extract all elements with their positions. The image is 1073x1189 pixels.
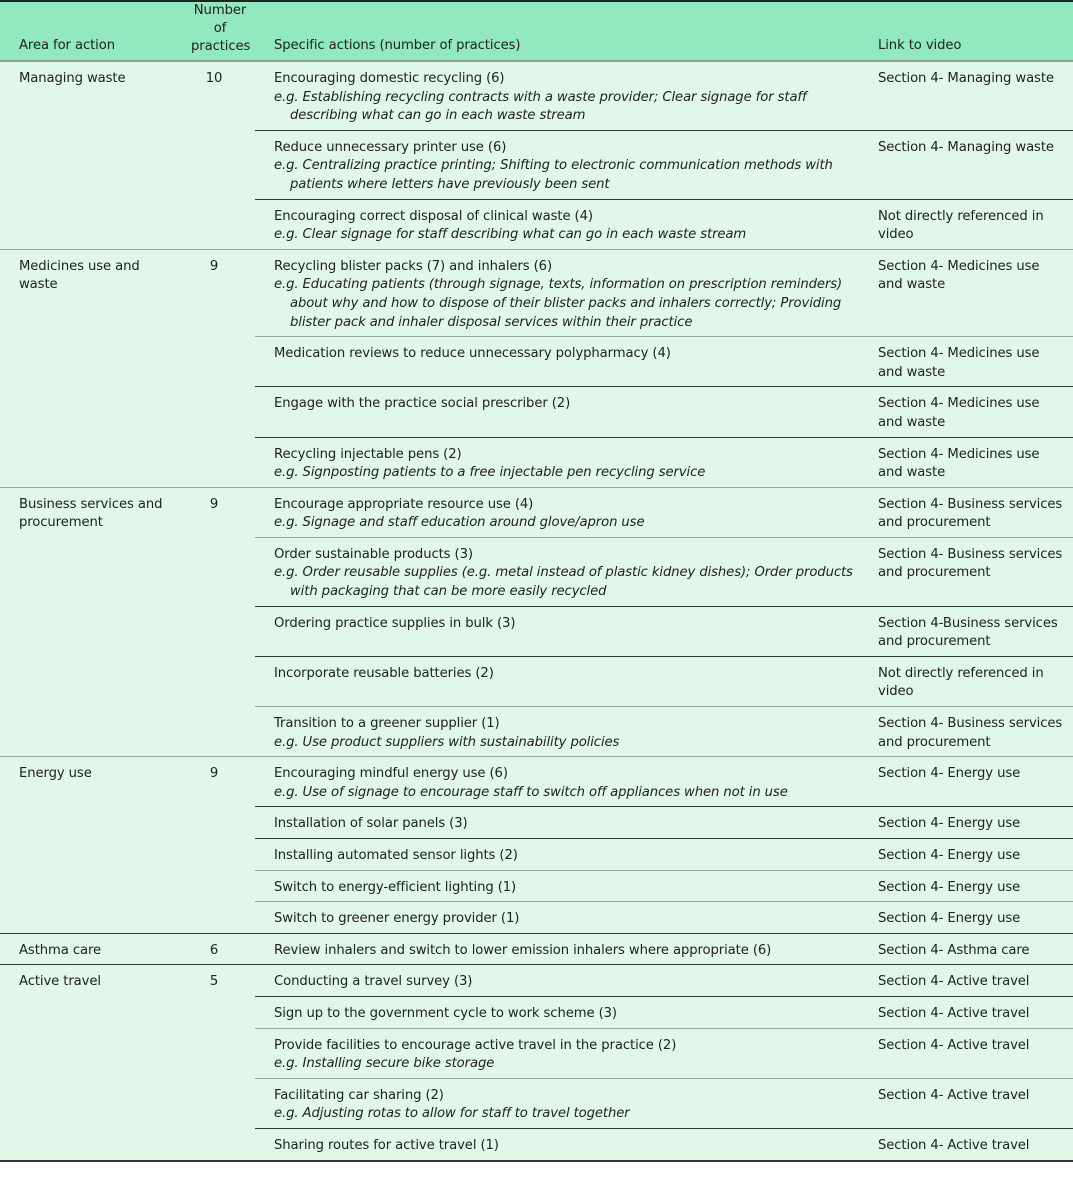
area-cell: Active travel (0, 965, 185, 1161)
video-link-cell: Section 4- Energy use (865, 807, 1073, 839)
action-title: Medication reviews to reduce unnecessary polypharmacy (4) (274, 346, 671, 362)
action-example: e.g. Order reusable supplies (e.g. metal instead of plastic kidney dishes); Order products with packaging that can be more easily recycled (274, 565, 853, 600)
video-link-cell: Section 4- Business services and procurement (865, 487, 1073, 537)
action-title: Incorporate reusable batteries (2) (274, 665, 494, 681)
area-cell: Energy use (0, 757, 185, 934)
action-cell (255, 1078, 865, 1128)
action-cell (255, 965, 865, 997)
action-cell (255, 537, 865, 606)
action-example: e.g. Installing secure bike storage (274, 1056, 495, 1072)
action-cell (255, 870, 865, 902)
practice-count-cell: 6 (185, 933, 255, 965)
area-cell: Managing waste (0, 61, 185, 249)
action-cell (255, 996, 865, 1028)
area-cell: Medicines use and waste (0, 249, 185, 487)
action-example: e.g. Use product suppliers with sustainability policies (274, 734, 620, 750)
action-example: e.g. Signage and staff education around glove/apron use (274, 515, 645, 531)
action-cell (255, 387, 865, 437)
action-title: Recycling injectable pens (2) (274, 446, 462, 462)
action-example: e.g. Signposting patients to a free injectable pen recycling service (274, 465, 706, 481)
table-row (0, 965, 1073, 997)
table-row (0, 61, 1073, 130)
action-title: Facilitating car sharing (2) (274, 1087, 444, 1103)
video-link-cell: Not directly referenced in video (865, 656, 1073, 706)
action-cell (255, 199, 865, 249)
action-example: e.g. Centralizing practice printing; Shifting to electronic communication methods with patients where letters have previously been sent (274, 158, 833, 192)
table-header-row (0, 1, 1073, 61)
action-title: Ordering practice supplies in bulk (3) (274, 615, 516, 631)
video-link-cell: Section 4- Active travel (865, 965, 1073, 997)
action-title: Installation of solar panels (3) (274, 816, 468, 832)
video-link-cell: Section 4- Asthma care (865, 933, 1073, 965)
action-cell (255, 933, 865, 965)
practice-count-cell: 9 (185, 757, 255, 934)
column-header-area: Area for action (0, 1, 185, 61)
action-cell (255, 487, 865, 537)
action-title: Conducting a travel survey (3) (274, 974, 473, 990)
video-link-cell: Section 4- Managing waste (865, 61, 1073, 130)
action-title: Switch to greener energy provider (1) (274, 911, 520, 927)
action-title: Encourage appropriate resource use (4) (274, 496, 534, 512)
action-cell (255, 437, 865, 487)
area-cell: Business services and procurement (0, 487, 185, 757)
action-example: e.g. Educating patients (through signage, texts, information on prescription reminders) about why and how to dispose of their blister packs and inhalers correctly; Providing blister pack and inhaler disposal services within their practice (274, 277, 843, 330)
action-cell (255, 1028, 865, 1078)
action-title: Encouraging correct disposal of clinical waste (4) (274, 208, 593, 224)
video-link-cell: Section 4- Medicines use and waste (865, 337, 1073, 387)
table-row (0, 757, 1073, 807)
video-link-cell: Section 4- Energy use (865, 839, 1073, 871)
action-example: e.g. Adjusting rotas to allow for staff to travel together (274, 1106, 630, 1122)
video-link-cell: Section 4- Active travel (865, 996, 1073, 1028)
action-title: Switch to energy-efficient lighting (1) (274, 879, 517, 895)
action-title: Reduce unnecessary printer use (6) (274, 139, 507, 155)
video-link-cell: Section 4- Business services and procurement (865, 537, 1073, 606)
column-header-number: Number of practices (185, 1, 255, 61)
action-title: Recycling blister packs (7) and inhalers (6) (274, 258, 552, 274)
video-link-cell: Section 4- Medicines use and waste (865, 387, 1073, 437)
action-cell (255, 757, 865, 807)
video-link-cell: Section 4- Medicines use and waste (865, 249, 1073, 336)
practice-count-cell: 5 (185, 965, 255, 1161)
action-cell (255, 337, 865, 387)
action-title: Encouraging domestic recycling (6) (274, 71, 505, 86)
table-body (0, 61, 1073, 1161)
action-cell (255, 1128, 865, 1160)
action-title: Review inhalers and switch to lower emission inhalers where appropriate (6) (274, 942, 772, 958)
action-title: Installing automated sensor lights (2) (274, 848, 518, 863)
area-cell: Asthma care (0, 933, 185, 965)
action-example: e.g. Clear signage for staff describing what can go in each waste stream (274, 227, 747, 243)
video-link-cell: Section 4- Energy use (865, 757, 1073, 807)
action-title: Provide facilities to encourage active travel in the practice (2) (274, 1037, 677, 1053)
practice-count-cell: 10 (185, 61, 255, 249)
video-link-cell: Section 4- Energy use (865, 870, 1073, 902)
video-link-cell: Section 4- Active travel (865, 1028, 1073, 1078)
action-example: e.g. Use of signage to encourage staff to switch off appliances when not in use (274, 784, 788, 800)
action-example: e.g. Establishing recycling contracts with a waste provider; Clear signage for staff describing what can go in each waste stream (274, 89, 807, 124)
practice-count-cell: 9 (185, 487, 255, 757)
video-link-cell: Section 4- Managing waste (865, 130, 1073, 199)
video-link-cell: Section 4- Active travel (865, 1078, 1073, 1128)
action-cell (255, 707, 865, 757)
action-title: Encouraging mindful energy use (6) (274, 766, 508, 782)
video-link-cell: Section 4- Energy use (865, 902, 1073, 934)
table-row (0, 487, 1073, 537)
action-cell (255, 839, 865, 871)
action-title: Transition to a greener supplier (1) (274, 716, 500, 732)
action-cell (255, 61, 865, 130)
video-link-cell: Section 4- Medicines use and waste (865, 437, 1073, 487)
action-title: Sharing routes for active travel (1) (274, 1137, 499, 1153)
practice-count-cell: 9 (185, 249, 255, 487)
column-header-actions: Specific actions (number of practices) (255, 1, 865, 61)
video-link-cell: Section 4- Active travel (865, 1128, 1073, 1160)
column-header-video: Link to video (865, 1, 1073, 61)
action-title: Engage with the practice social prescriber (2) (274, 396, 571, 412)
action-cell (255, 249, 865, 336)
action-title: Sign up to the government cycle to work scheme (3) (274, 1005, 617, 1021)
action-cell (255, 807, 865, 839)
video-link-cell: Section 4-Business services and procurement (865, 606, 1073, 656)
action-cell (255, 130, 865, 199)
video-link-cell: Not directly referenced in video (865, 199, 1073, 249)
table-row (0, 933, 1073, 965)
video-link-cell: Section 4- Business services and procurement (865, 707, 1073, 757)
action-cell (255, 606, 865, 656)
table-row (0, 249, 1073, 336)
action-title: Order sustainable products (3) (274, 546, 473, 562)
action-cell (255, 656, 865, 706)
action-cell (255, 902, 865, 934)
